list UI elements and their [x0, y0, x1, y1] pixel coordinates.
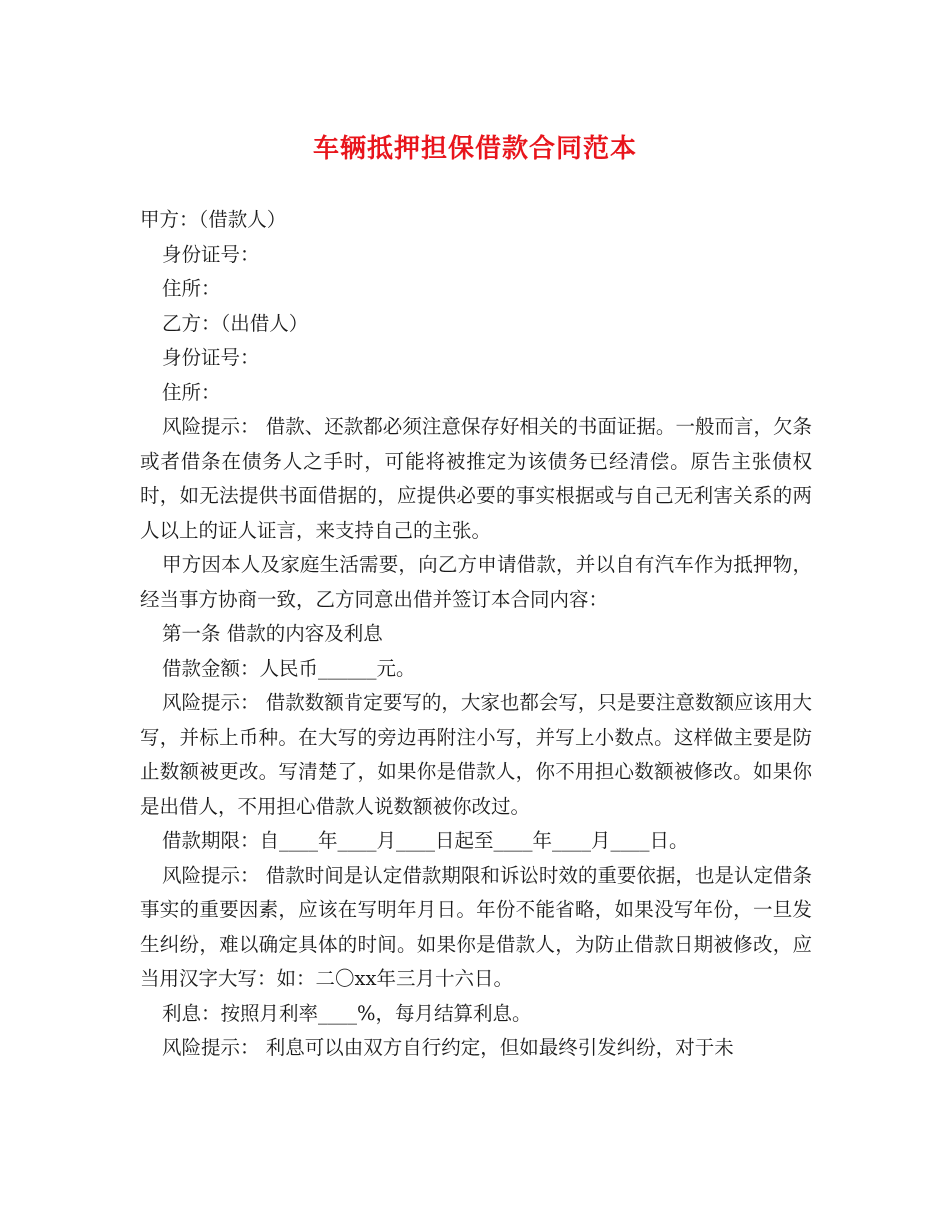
loan-amount-line: 借款金额：人民币______元。 — [162, 656, 416, 680]
party-a-id-line: 身份证号： — [162, 242, 260, 266]
interest-line: 利息：按照月利率____%，每月结算利息。 — [162, 1001, 532, 1025]
party-b-address-line: 住所： — [162, 380, 221, 404]
document-body — [140, 203, 812, 1066]
risk-note-interest: 风险提示： 利息可以由双方自行约定，但如最终引发纠纷，对于未 — [162, 1036, 734, 1059]
party-a-line: 甲方：（借款人） — [140, 208, 287, 231]
document-title: 车辆抵押担保借款合同范本 — [312, 134, 637, 164]
risk-note-term: 风险提示： 借款时间是认定借款期限和诉讼时效的重要依据，也是认定借条事实的重要因素，应该在写明年月日。年份不能省略，如果没写年份，一旦发生纠纷，难以确定具体的时间。如果你是借款人，为防止借款日期被修改，应当用汉字大写：如：二〇xx年三月十六日。 — [140, 863, 812, 990]
loan-term-line: 借款期限：自____年____月____日起至____年____月____日。 — [162, 829, 689, 852]
article-1-heading: 第一条 借款的内容及利息 — [162, 622, 383, 645]
party-b-id-line: 身份证号： — [162, 346, 260, 369]
risk-note-amount: 风险提示： 借款数额肯定要写的，大家也都会写，只是要注意数额应该用大写，并标上币种。在大写的旁边再附注小写，并写上小数点。这样做主要是防止数额被更改。写清楚了，如果你是借款人，你不用担心数额被修改。如果你是出借人，不用担心借款人说数额被你改过。 — [140, 691, 812, 818]
contract-preamble: 甲方因本人及家庭生活需要，向乙方申请借款，并以自有汽车作为抵押物，经当事方协商一致，乙方同意出借并签订本合同内容： — [140, 553, 812, 611]
party-b-line: 乙方：（出借人） — [162, 311, 309, 335]
party-a-address-line: 住所： — [162, 277, 221, 300]
risk-note-evidence: 风险提示： 借款、还款都必须注意保存好相关的书面证据。一般而言，欠条或者借条在债务人之手时，可能将被推定为该债务已经清偿。原告主张债权时，如无法提供书面借据的，应提供必要的事实根据或与自己无利害关系的两人以上的证人证言，来支持自己的主张。 — [140, 415, 812, 542]
